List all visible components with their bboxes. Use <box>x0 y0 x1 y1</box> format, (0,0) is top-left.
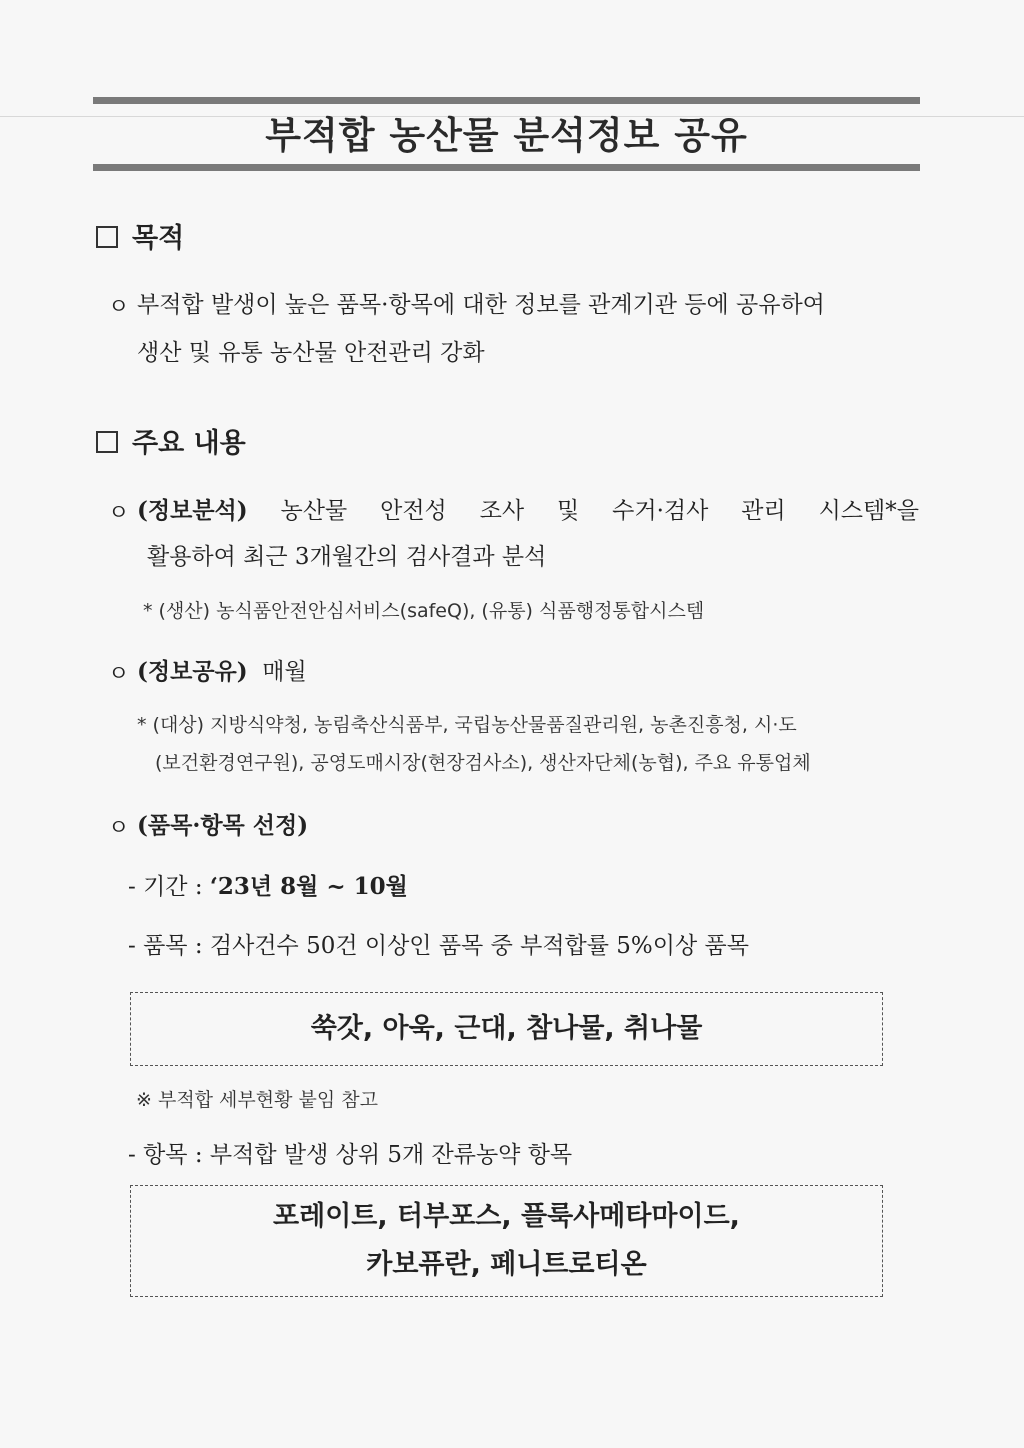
title-top-rule <box>93 97 920 104</box>
section-content-heading <box>96 421 246 460</box>
items-box: 쑥갓, 아욱, 근대, 참나물, 취나물 <box>130 992 883 1066</box>
period-prefix: - 기간 : <box>128 874 210 900</box>
title-bottom-rule <box>93 164 920 171</box>
section-content-title: 주요 내용 <box>132 428 246 459</box>
analysis-word: 수거·검사 <box>612 498 709 524</box>
analysis-line-2: 활용하여 최근 3개월간의 검사결과 분석 <box>147 544 547 570</box>
reference-note: ※ 부적합 세부현황 붙임 참고 <box>136 1089 378 1111</box>
analysis-footnote: * (생산) 농식품안전안심서비스(safeQ), (유통) 식품행정통합시스템 <box>143 600 705 622</box>
period-line <box>128 868 408 901</box>
selection-label: (품목·항목 선정) <box>137 812 309 839</box>
analysis-word: 조사 <box>479 498 525 524</box>
bullet-icon: ㅇ <box>108 501 130 526</box>
sharing-label: (정보공유) <box>137 658 248 685</box>
pesticides-box-line-2: 카보퓨란, 페니트로티온 <box>366 1249 647 1280</box>
pesticides-box-line-1: 포레이트, 터부포스, 플룩사메타마이드, <box>273 1201 740 1232</box>
sharing-footnote-1: * (대상) 지방식약청, 농림축산식품부, 국립농산물품질관리원, 농촌진흥청, 시·도 <box>137 714 797 736</box>
sharing-line <box>137 653 307 686</box>
bullet-icon: ㅇ <box>108 295 130 320</box>
section-purpose-heading <box>96 216 184 255</box>
purpose-line-2: 생산 및 유통 농산물 안전관리 강화 <box>137 340 485 366</box>
analysis-line-1 <box>137 492 919 525</box>
analysis-word: 및 <box>557 498 580 524</box>
page-title: 부적합 농산물 분석정보 공유 <box>265 114 748 157</box>
period-value: ‘23년 8월 ~ 10월 <box>209 873 408 900</box>
pesticides-box <box>130 1185 883 1297</box>
section-purpose-title: 목적 <box>132 223 185 254</box>
pesticides-line: - 항목 : 부적합 발생 상위 5개 잔류농약 항목 <box>128 1142 573 1168</box>
sharing-footnote-2: (보건환경연구원), 공영도매시장(현장검사소), 생산자단체(농협), 주요 유통업체 <box>155 752 811 774</box>
sharing-text: 매월 <box>262 659 307 685</box>
analysis-word: 시스템*을 <box>818 498 919 524</box>
bullet-icon: ㅇ <box>108 662 130 687</box>
purpose-line-1: 부적합 발생이 높은 품목·항목에 대한 정보를 관계기관 등에 공유하여 <box>137 292 825 318</box>
checkbox-square-icon <box>96 226 118 248</box>
checkbox-square-icon <box>96 431 118 453</box>
bullet-icon: ㅇ <box>108 816 130 841</box>
items-line: - 품목 : 검사건수 50건 이상인 품목 중 부적합률 5%이상 품목 <box>128 933 749 959</box>
analysis-word: 관리 <box>741 498 786 524</box>
analysis-label: (정보분석) <box>137 497 248 524</box>
analysis-word: 안전성 <box>380 498 447 524</box>
analysis-word: 농산물 <box>280 498 348 524</box>
